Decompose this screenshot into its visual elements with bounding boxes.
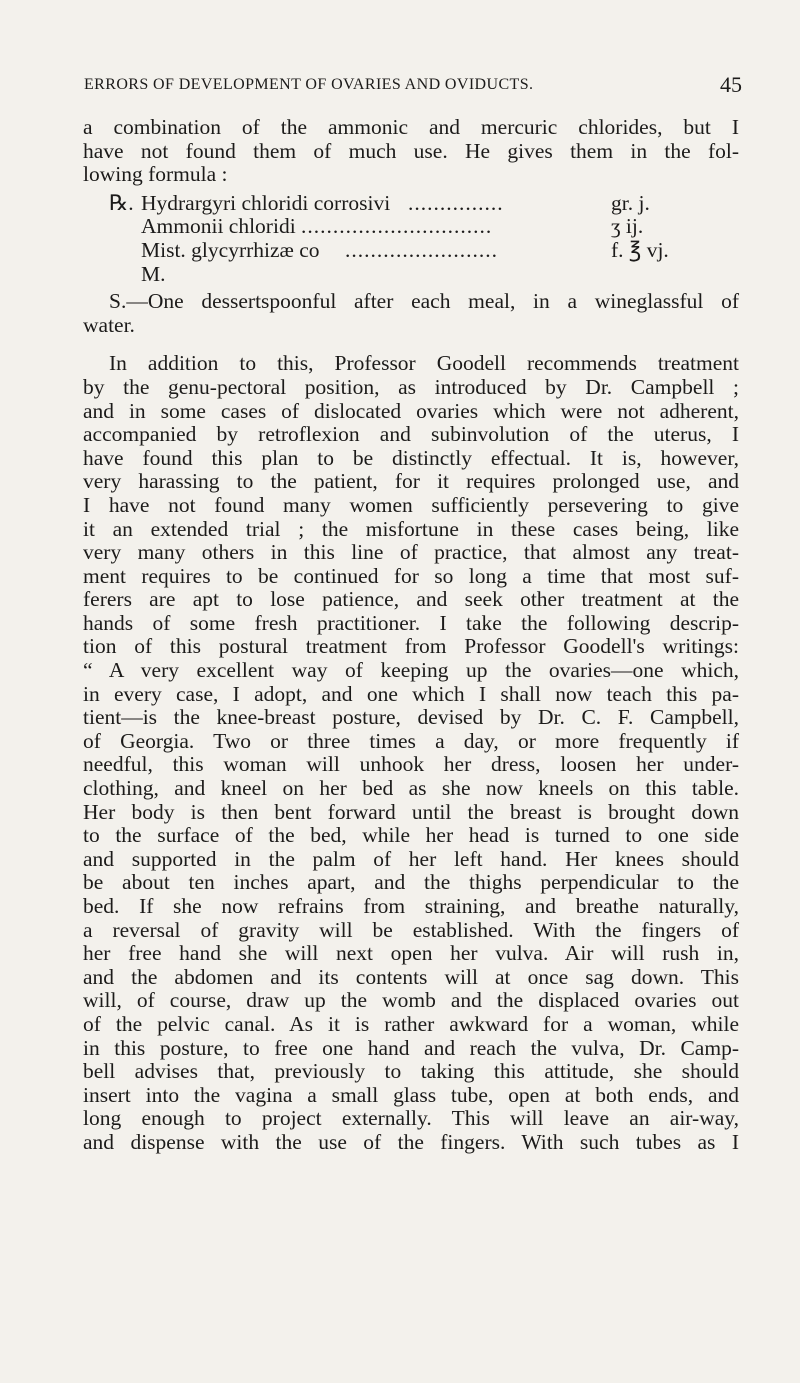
prescription-row <box>83 263 739 287</box>
text-line: hands of some fresh practitioner. I take the following descrip- <box>83 610 739 635</box>
text-line: ment requires to be continued for so long a time that most suf- <box>83 563 739 588</box>
text-line: lowing formula : <box>83 162 228 187</box>
dot-leader: ............... <box>408 191 504 215</box>
ingredient-dose: gr. j. <box>611 190 650 215</box>
text-line: very many others in this line of practice, that almost any treat- <box>83 540 739 565</box>
text-line: a reversal of gravity will be established. With the fingers of <box>83 917 739 942</box>
text-line: needful, this woman will unhook her dress, loosen her under- <box>83 752 739 777</box>
text-line: tient—is the knee-breast posture, devised by Dr. C. F. Campbell, <box>83 705 739 730</box>
text-line: of the pelvic canal. As it is rather awkward for a woman, while <box>83 1011 739 1036</box>
text-line: tion of this postural treatment from Professor Goodell's writings: <box>83 634 739 659</box>
intro-paragraph <box>83 116 739 187</box>
text-line: to the surface of the bed, while her head is turned to one side <box>83 823 739 848</box>
text-line: will, of course, draw up the womb and the displaced ovaries out <box>83 988 739 1013</box>
text-line: and supported in the palm of her left hand. Her knees should <box>83 846 739 871</box>
text-line: be about ten inches apart, and the thighs perpendicular to the <box>83 870 739 895</box>
text-line: her free hand she will next open her vulva. Air will rush in, <box>83 941 739 966</box>
text-line: accompanied by retroflexion and subinvolution of the uterus, I <box>83 422 739 447</box>
signa-continuation <box>83 314 739 338</box>
text-line: it an extended trial ; the misfortune in these cases being, like <box>83 516 739 541</box>
text-line: In addition to this, Professor Goodell recommends treatment <box>109 351 739 376</box>
ingredient-name: Mist. glycyrrhizæ co <box>141 237 320 262</box>
text-line: in this posture, to free one hand and reach the vulva, Dr. Camp- <box>83 1035 739 1060</box>
text-line: by the genu-pectoral position, as introduced by Dr. Campbell ; <box>83 374 739 399</box>
text-line: of Georgia. Two or three times a day, or more frequently if <box>83 728 739 753</box>
signa-paragraph <box>83 290 739 314</box>
text-line: have found this plan to be distinctly effectual. It is, however, <box>83 445 739 470</box>
prescription-row <box>83 192 739 216</box>
text-line: bell advises that, previously to taking this attitude, she should <box>83 1059 739 1084</box>
text-line: a combination of the ammonic and mercuric chlorides, but I <box>83 115 739 139</box>
ingredient-name: Ammonii chloridi <box>141 214 296 239</box>
dot-leader: .............................. <box>301 215 493 239</box>
text-line: ferers are apt to lose patience, and seek other treatment at the <box>83 587 739 612</box>
text-line: and in some cases of dislocated ovaries which were not adherent, <box>83 398 739 423</box>
prescription-row <box>83 215 739 239</box>
paragraph-gap <box>83 337 739 352</box>
ingredient-dose: f. ℥ vj. <box>611 237 669 262</box>
text-line: in every case, I adopt, and one which I shall now teach this pa- <box>83 681 739 706</box>
text-line: very harassing to the patient, for it requires prolonged use, and <box>83 469 739 494</box>
text-line: clothing, and kneel on her bed as she now kneels on this table. <box>83 776 739 801</box>
page-number: 45 <box>720 72 742 97</box>
prescription-row <box>83 239 739 263</box>
text-line: “ A very excellent way of keeping up the ovaries—one which, <box>83 658 739 683</box>
text-line: insert into the vagina a small glass tube, open at both ends, and <box>83 1082 739 1107</box>
text-line: water. <box>83 312 135 337</box>
main-paragraph <box>83 352 739 1154</box>
recipe-symbol: ℞. <box>109 190 134 215</box>
text-line: Her body is then bent forward until the breast is brought down <box>83 799 739 824</box>
misce-abbreviation: M. <box>141 261 166 286</box>
ingredient-dose: ʒ ij. <box>611 214 644 239</box>
text-line: I have not found many women sufficiently persevering to give <box>83 492 739 517</box>
running-head <box>84 72 742 102</box>
running-head-title: ERRORS OF DEVELOPMENT OF OVARIES AND OVIDUCTS. <box>84 76 534 93</box>
text-line: have not found them of much use. He gives them in the fol- <box>83 138 739 163</box>
text-line: and the abdomen and its contents will at once sag down. This <box>83 964 739 989</box>
page-body <box>83 116 739 1155</box>
text-line: bed. If she now refrains from straining, and breathe naturally, <box>83 894 739 918</box>
text-line: and dispense with the use of the fingers. With such tubes as I <box>83 1129 739 1154</box>
dot-leader: ........................ <box>345 238 498 262</box>
prescription <box>83 192 739 338</box>
text-line: long enough to project externally. This will leave an air-way, <box>83 1106 739 1131</box>
ingredient-name: Hydrargyri chloridi corrosivi <box>141 190 391 215</box>
text-line: S.—One dessertspoonful after each meal, in a wineglassful of <box>109 289 739 314</box>
